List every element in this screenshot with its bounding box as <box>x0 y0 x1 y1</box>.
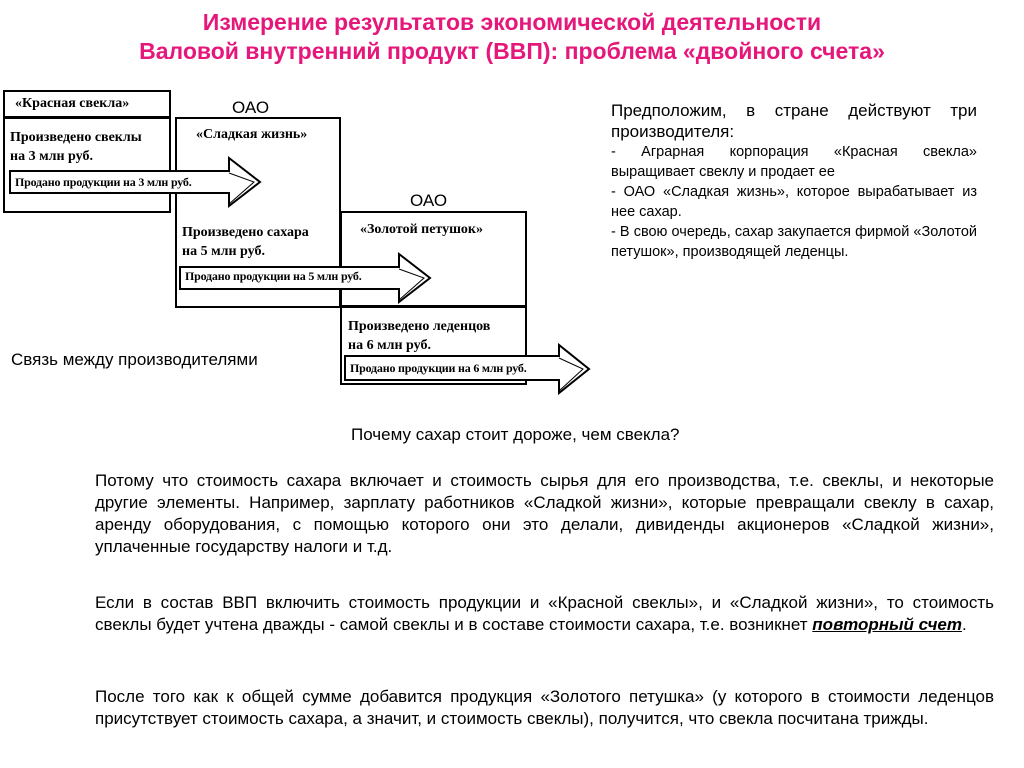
producer-1-name-box <box>3 90 171 118</box>
producer-1-produced-line-2: на 3 млн руб. <box>10 149 93 164</box>
producer-1-produced-line-1: Произведено свеклы <box>10 130 142 145</box>
producer-3-type: ОАО <box>410 191 448 210</box>
producer-3-produced-line-2: на 6 млн руб. <box>348 338 431 353</box>
producer-1-name: «Красная свекла» <box>15 96 130 111</box>
intro-producer-list <box>611 142 977 262</box>
page-title <box>0 8 1024 66</box>
double-count-text: Если в состав ВВП включить стоимость продукции и «Красной свеклы», и «Сладкой жизни», то стоимость свеклы будет учтена дважды - самой свеклы и в составе стоимости сахара, т.е. возникнет <box>95 593 994 634</box>
double-count-paragraph <box>95 592 994 636</box>
answer-paragraph: Потому что стоимость сахара включает и стоимость сырья для его производства, т.е. свеклы, и некоторые другие элементы. Например, зарплату работников «Сладкой жизни», которые превращали свеклу в сахар, аренду оборудования, с помощью которого они это делали, дивиденды акционеров «Сладкой жизни», уплаченные государству налоги и т.д. <box>95 471 994 556</box>
diagram-caption: Связь между производителями <box>11 350 258 369</box>
producer-3-name: «Золотой петушок» <box>360 222 483 237</box>
intro-item-2: - ОАО «Сладкая жизнь», которое вырабатывает из нее сахар. <box>611 184 977 220</box>
title-line-2: Валовой внутренний продукт (ВВП): проблема «двойного счета» <box>139 38 885 64</box>
producer-2-produced-line-1: Произведено сахара <box>182 225 309 240</box>
intro-item-3: - В свою очередь, сахар закупается фирмой «Золотой петушок», производящей леденцы. <box>611 224 977 260</box>
intro-lead-line-2: производителя: <box>611 122 735 141</box>
question: Почему сахар стоит дороже, чем свекла? <box>351 425 680 444</box>
producer-3-sold-label: Продано продукции на 6 млн руб. <box>350 361 527 375</box>
producer-2-produced-line-2: на 5 млн руб. <box>182 244 265 259</box>
producer-1-sold-label: Продано продукции на 3 млн руб. <box>15 175 192 189</box>
producer-2-name: «Сладкая жизнь» <box>196 127 308 142</box>
double-count-end: . <box>961 615 967 634</box>
intro-item-1: - Аграрная корпорация «Красная свекла» выращивает свеклу и продает ее <box>611 144 977 180</box>
repeated-count-term: повторный счет <box>812 615 962 634</box>
intro-text <box>611 100 977 262</box>
producer-2-sold-label: Продано продукции на 5 млн руб. <box>185 269 362 283</box>
producer-3-produced-line-1: Произведено леденцов <box>348 319 491 334</box>
title-line-1: Измерение результатов экономической деятельности <box>202 9 822 35</box>
producer-2-type: ОАО <box>232 98 270 117</box>
intro-lead-line-1: Предположим, в стране действуют три <box>611 101 977 120</box>
triple-count-paragraph: После того как к общей сумме добавится продукция «Золотого петушка» (у которого в стоимости леденцов присутствует стоимость сахара, а значит, и стоимость свеклы), получится, что свекла посчитана трижды. <box>95 687 994 728</box>
